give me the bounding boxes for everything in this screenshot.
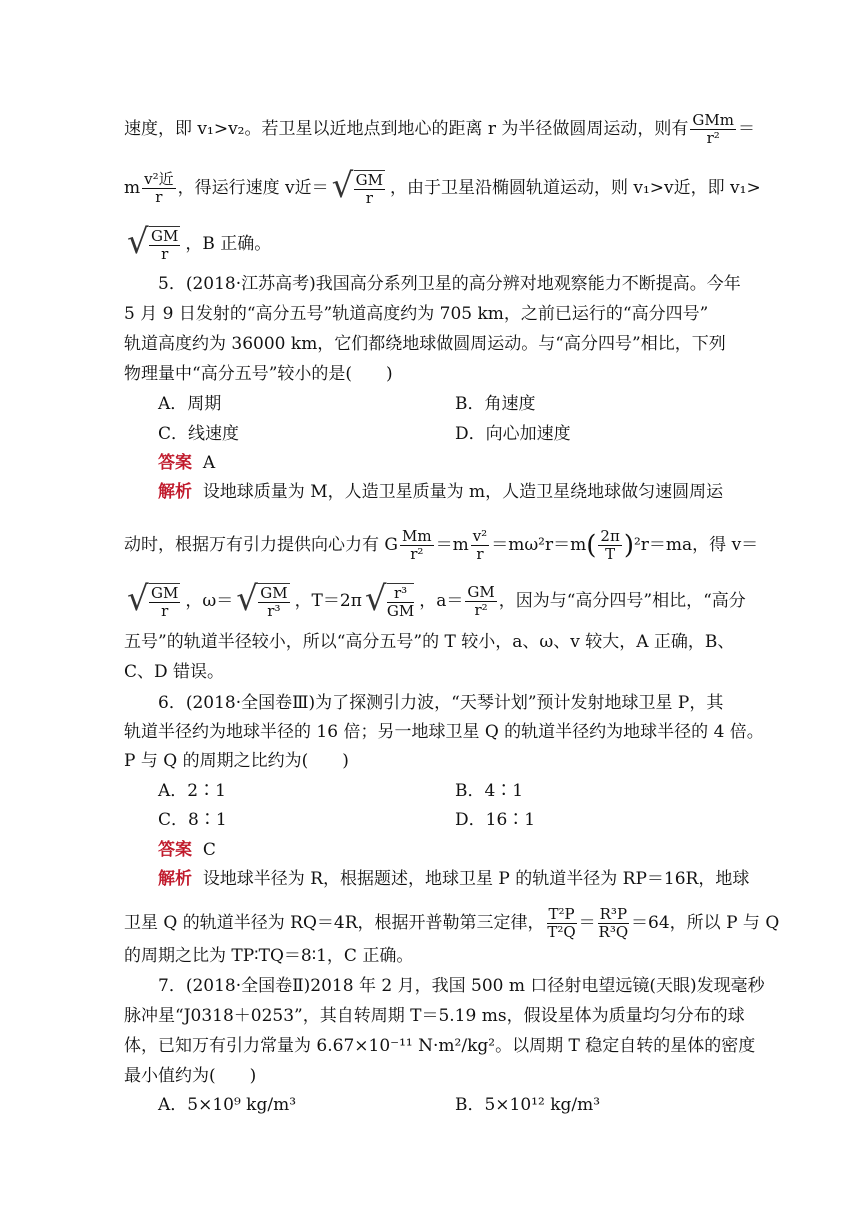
fraction-v2-r — [142, 171, 176, 206]
q6-analysis-2 — [124, 906, 779, 941]
frac-num: √ GM — [151, 584, 179, 602]
q5-option-d: D．向心加速度 — [455, 424, 571, 444]
frac-den: T — [605, 545, 616, 563]
analysis-text: ，T＝2π — [294, 591, 362, 611]
cont-text-3: ，由于卫星沿椭圆轨道运动，则 v₁>v近，即 v₁> — [389, 178, 761, 198]
analysis-text: ，a＝ — [419, 591, 464, 611]
q5-analysis-2 — [124, 528, 758, 563]
cont-equals: ＝ — [738, 119, 755, 139]
frac-den: r — [365, 189, 373, 207]
fraction-gm-r-2 — [149, 226, 180, 263]
answer-label: 答案 — [158, 453, 192, 473]
sqrt-r3-gm — [365, 583, 416, 620]
q5-option-a: A．周期 — [158, 394, 222, 414]
fraction-rp-rq — [598, 906, 629, 941]
q5-answer — [158, 452, 215, 474]
cont-line-2 — [124, 170, 761, 207]
q5-analysis-1 — [158, 481, 723, 503]
fraction-gm-r — [354, 170, 385, 207]
fraction-gmm-r2 — [690, 112, 736, 147]
frac-den: r — [161, 602, 169, 620]
frac-num: v²近 — [144, 170, 174, 188]
cont-line-1 — [124, 112, 755, 147]
answer-label: 答案 — [158, 840, 192, 860]
q5-line-1: 5．(2018·江苏高考)我国高分系列卫星的高分辨对地观察能力不断提高。今年 — [158, 274, 741, 294]
q6-analysis-1 — [158, 868, 749, 890]
frac-num: √ GM — [260, 584, 288, 602]
answer-value: A — [202, 453, 216, 473]
frac-den: r² — [706, 129, 720, 147]
frac-den: r² — [410, 545, 424, 563]
analysis-text: 动时，根据万有引力提供向心力有 G — [124, 535, 398, 555]
frac-num: v² — [472, 527, 488, 545]
q7-line-4: 最小值约为( ) — [124, 1066, 257, 1086]
analysis-text: ²r＝ma，得 v＝ — [633, 535, 759, 555]
q5-option-b: B．角速度 — [455, 394, 536, 414]
paren-right: ) — [623, 530, 634, 561]
fraction-gm-r-3 — [149, 583, 180, 620]
frac-den: r³ — [267, 602, 281, 620]
q5-line-2: 5 月 9 日发射的“高分五号”轨道高度约为 705 km，之前已运行的“高分四号” — [124, 304, 709, 324]
cont-m: m — [124, 178, 141, 198]
cont-text-4: ，B 正确。 — [185, 234, 272, 254]
fraction-2pi-t — [598, 528, 621, 563]
cont-text-1: 速度，即 v₁>v₂。若卫星以近地点到地心的距离 r 为半径做圆周运动，则有 — [124, 119, 689, 139]
sqrt-gm-r-2 — [127, 226, 182, 263]
q6-option-d: D．16∶1 — [455, 810, 536, 830]
frac-num: 2π — [600, 527, 620, 545]
frac-num: GM — [467, 583, 495, 601]
analysis-text: 设地球半径为 R，根据题述，地球卫星 P 的轨道半径为 RP＝16R，地球 — [202, 869, 750, 889]
q5-line-4: 物理量中“高分五号”较小的是( ) — [124, 364, 393, 384]
frac-num: T²P — [548, 905, 575, 923]
fraction-v2-r-2 — [471, 528, 490, 563]
q5-analysis-5: C、D 错误。 — [124, 662, 225, 682]
frac-den: R³Q — [598, 923, 629, 941]
q6-answer — [158, 839, 216, 861]
q7-line-1: 7．(2018·全国卷Ⅱ)2018 年 2 月，我国 500 m 口径射电望远镜(天眼)发现毫秒 — [158, 976, 765, 996]
fraction-gm-r2-2 — [465, 584, 496, 619]
q5-option-c: C．线速度 — [158, 424, 240, 444]
q5-analysis-3 — [124, 583, 746, 620]
q6-analysis-3: 的周期之比为 TP∶TQ＝8∶1，C 正确。 — [124, 946, 414, 966]
sqrt-gm-r3 — [236, 583, 291, 620]
analysis-text: ，ω＝ — [185, 591, 234, 611]
frac-num: R³P — [599, 905, 628, 923]
answer-value: C — [202, 840, 216, 860]
cont-text-2: ，得运行速度 v近＝ — [177, 178, 329, 198]
analysis-text: ＝64，所以 P 与 Q — [631, 913, 780, 933]
fraction-tp-tq — [547, 906, 577, 941]
q7-line-3: 体，已知万有引力常量为 6.67×10⁻¹¹ N·m²/kg²。以周期 T 稳定自转的星体的密度 — [124, 1036, 756, 1056]
frac-den: r² — [474, 601, 488, 619]
q7-option-b: B．5×10¹² kg/m³ — [455, 1095, 601, 1115]
analysis-label: 解析 — [158, 869, 192, 889]
analysis-text: ＝mω²r＝m — [491, 535, 587, 555]
analysis-text: ，因为与“高分四号”相比，“高分 — [498, 591, 746, 611]
sqrt-gm-r-3 — [127, 583, 182, 620]
fraction-r3-gm — [387, 583, 414, 620]
q6-line-3: P 与 Q 的周期之比约为( ) — [124, 751, 349, 771]
analysis-label: 解析 — [158, 482, 192, 502]
q6-option-a: A．2∶1 — [158, 781, 226, 801]
frac-den: T²Q — [547, 923, 576, 941]
frac-den: r — [161, 245, 169, 263]
frac-num: √ GM — [151, 227, 179, 245]
sqrt-gm-r — [332, 170, 387, 207]
frac-den: r — [476, 545, 484, 563]
q6-line-2: 轨道半径约为地球半径的 16 倍；另一地球卫星 Q 的轨道半径约为地球半径的 4 倍。 — [124, 722, 764, 742]
q6-option-b: B．4∶1 — [455, 781, 524, 801]
analysis-text: 卫星 Q 的轨道半径为 RQ＝4R，根据开普勒第三定律， — [124, 913, 545, 933]
q7-line-2: 脉冲星“J0318＋0253”，其自转周期 T＝5.19 ms，假设星体为质量均匀分布的球 — [124, 1006, 745, 1026]
q5-line-3: 轨道高度约为 36000 km，它们都绕地球做圆周运动。与“高分四号”相比，下列 — [124, 334, 726, 354]
analysis-text: ＝m — [435, 535, 469, 555]
paren-left: ( — [586, 530, 597, 561]
frac-num: GMm — [692, 111, 734, 129]
cont-line-3 — [124, 226, 271, 263]
frac-den: GM — [386, 602, 415, 620]
q5-analysis-4: 五号”的轨道半径较小，所以“高分五号”的 T 较小，a、ω、v 较大，A 正确，B、 — [124, 632, 735, 652]
frac-num: √ r³ — [387, 585, 414, 603]
q6-line-1: 6．(2018·全国卷Ⅲ)为了探测引力波，“天琴计划”预计发射地球卫星 P，其 — [158, 693, 724, 713]
q6-option-c: C．8∶1 — [158, 810, 227, 830]
frac-num: √ GM — [355, 171, 383, 189]
fraction-mm-r2 — [400, 528, 434, 563]
frac-den: r — [155, 188, 163, 206]
analysis-text: ＝ — [578, 913, 596, 933]
q7-option-a: A．5×10⁹ kg/m³ — [158, 1095, 297, 1115]
analysis-text: 设地球质量为 M，人造卫星质量为 m，人造卫星绕地球做匀速圆周运 — [202, 482, 724, 502]
fraction-gm-r3 — [258, 583, 289, 620]
frac-num: Mm — [401, 527, 432, 545]
